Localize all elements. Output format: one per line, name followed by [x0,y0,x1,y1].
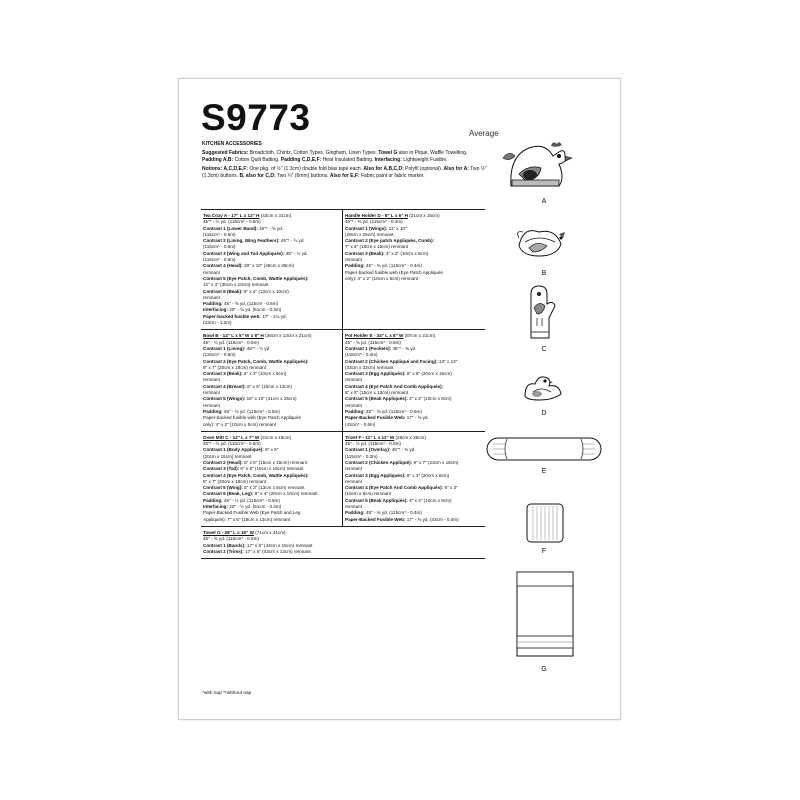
yardage-line: (115cm* - 0.5m) [203,257,236,263]
yardage-line: remnant [203,294,220,300]
yardage-line: (43cm - 1.2m) [203,320,232,326]
yardage-line: 8" x 7" (20cm x 18cm) remnant [203,364,267,370]
yardage-row [201,330,485,431]
yardage-line: 45" - ⅝ yd. (115cm* - 0.6m) [203,536,259,542]
yardage-line: (115cm* - 0.6m) [203,231,236,237]
yardage-line: Padding: 45" - ⅜ yd. (115cm* - 0.4m) [345,510,422,516]
yardage-line: Contrast 1 (Bands): 17" x 6" (43cm x 15cm) remnant [203,542,313,548]
yardage-line: Contrast 2 (Chicken Appliqué and Facing): 13" x 13" [345,358,458,364]
yardage-line: Paper-Backed Fusible Web: 17" - ⅝ yd. [345,415,429,421]
yardage-line: (28cm x 25cm) remnant [345,231,394,237]
yardage-line: Contrast 6 (Beak): 5" x 4" (13cm x 10cm) [203,288,289,294]
yardage-line: (115cm* - 0.4m) [345,352,378,358]
yardage-line: (20cm x 15cm) remnant [203,453,252,459]
yardage-line: Contrast 3 (Egg Appliqués): 8" x 6" (20cm x 15cm) [345,371,452,377]
yardage-line: Contrast 5 (Eye Patch, Comb, Wattle Appliqués): [203,275,309,281]
yardage-line: Paper-backed fusible web (Eye Patch Appliqués [203,415,301,421]
pattern-description [202,141,487,182]
yardage-line: Padding: 45" - ⅝ yd. (115cm* - 0.6m) [345,408,422,414]
view-label-c: C [541,346,547,353]
yardage-line: Contrast 1 (Lining): 45"* - ½ yd. [203,345,271,351]
yardage-line: Contrast 1 (Overlay): 45"* - ⅜ yd. [345,447,416,453]
yardage-line: 12" x 4" (30cm x 10cm) remnant [203,282,269,288]
yardage-title-metric: (36cm x 13cm x 21cm) [265,333,312,339]
yardage-line: 45" - ½ yd. (115cm* - 0.5m) [203,339,259,345]
yardage-title-metric: (71cm x 41cm) [255,529,286,535]
yardage-title-metric: (21cm x 15cm) [409,213,440,218]
yardage-line: Contrast 1 (Lower Band): 45"* - ⅝ yd. [203,225,283,231]
yardage-line: Paper-backed fusible web (Eye Patch Appliqués [345,269,443,275]
yardage-line: (115cm* - 0.6m) [203,244,236,250]
yardage-line: Contrast 3 (Egg Appliqués): 8" x 3" (20cm x 8cm) [345,472,450,478]
notions: Notions: A,C,D,E,F: One pkg. of ½" (1.3cm) double fold bias tape each. Also for A,B,C,D: Polyfil (optional). Also for A: Two ½" (1.3cm) buttons. B, also for C,D: Two ¼" (6mm) buttons. Also for E,F: Fabric paint or fabric marker. [202,166,487,179]
yardage-line: remnant [345,257,362,263]
yardage-oven-mitt [201,432,343,526]
yardage-line: Contrast 4 (Head): 20" x 10" (49cm x 25cm) [203,263,295,269]
yardage-line: remnant [345,466,362,472]
yardage-line: (33cm x 33cm) remnant [345,364,394,370]
pattern-envelope-back [178,78,621,720]
yardage-line: 6" x 5" (15cm x 13cm) remnant [345,390,409,396]
yardage-line: Paper-Backed Fusible Web: 17" - ⅜ yd. (43cm - 0.4m) [345,516,459,522]
yardage-line: remnant [203,390,220,396]
pot-holder-icon [479,434,609,464]
yardage-title-metric: (28cm x 28cm) [395,434,426,440]
yardage-line: Padding: 45" - ½ yd. (115cm* - 0.5m) [203,497,280,503]
yardage-line: 45" - ½ yd. (115cm* - 0.5m) [345,441,401,447]
hen-tea-cozy-icon [479,134,609,194]
yardage-title-text: Bowl B - 14" L x 5" W x 8" H [203,333,264,339]
yardage-line: Contrast 2 (Trims): 17" x 5" (43cm x 13cm) remnant [203,548,311,554]
view-label-e: E [541,468,547,475]
yardage-title-text: Trivet F - 11" L x 11" W [345,434,395,440]
yardage-line: Contrast 5 (Wings): 16" x 10" (41cm x 25cm) [203,396,297,402]
yardage-title-metric: (31cm x 18cm) [260,434,292,440]
yardage-line: remnant [203,269,220,275]
yardage-line: Padding: 45" - ⅝ yd. (115cm - 0.6m) [203,301,279,307]
yardage-title-metric: (43cm x 31cm) [260,213,292,218]
yardage-line: Contrast 3 (Wing and Tail Appliqués): 45" - ½ yd. [203,250,308,256]
yardage-line: Contrast 5 (Beak Appliqués): 4" x 3" (10cm x 8cm) [345,396,452,402]
yardage-line: 45"* - ⅜ yd. (115cm* - 0.4m) [345,219,403,225]
yardage-line: (115cm* - 0.5m) [203,352,236,358]
yardage-line: Contrast 2 (Head): 6" x 6" (15cm x 15cm) remnant [203,459,308,465]
yardage-line: remnant [203,402,220,408]
yardage-line: remnant [345,377,362,383]
yardage-pot-holder [343,330,485,430]
view-label-d: D [541,410,547,417]
yardage-title-text: Pot Holder E - 34" L x 8" W [345,333,404,339]
towel-icon [479,570,609,660]
yardage-line: 45"* - ½ yd. (115cm* - 0.5m) [203,441,261,447]
yardage-line: Contrast 1 (Body Appliqué): 8" x 6" [203,447,279,453]
yardage-line: Contrast 4 (Eye Patch And Comb Appliqués): [345,383,444,389]
oven-mitt-icon [479,282,609,342]
yardage-line: 45"* - ½ yd. (115cm* - 0.5m) [203,219,261,225]
yardage-line: 45" - ⅝ yd. (115cm* - 0.6m) [345,339,401,345]
yardage-line: Padding: 45" - ⅜ yd. (115cm* - 0.4m) [345,263,422,269]
yardage-trivet [343,432,485,526]
handle-holder-icon [479,366,609,406]
yardage-line: Contrast 3 (Beak): 4" x 3" (10cm x 8cm) [203,371,287,377]
yardage-line: (43cm* - 0.6m) [345,421,376,427]
yardage-line: only): 4" x 2" (10cm x 5cm) remnant [345,275,418,281]
yardage-line: Contrast 2 (Chicken Appliqué): 9" x 7" (23cm x 18cm) [345,459,459,465]
yardage-title-text: Handle Holder D - 8" L x 6" H [345,213,408,218]
nap-footnote: *with nap **without nap [202,691,252,696]
yardage-line: only): 4" x 2" (10cm x 5cm) remnant [203,421,276,427]
yardage-line: Paper-backed fusible web: 17" - 1¼ yd. [203,313,287,319]
yardage-line: Interfacing: 20" - ⅝ yd. (51cm - 0.3m) [203,307,282,313]
yardage-line: Contrast 2 (Eye Patch, Comb, Wattle Appliqués): [203,358,309,364]
yardage-line: 7" x 6" (18cm x 15cm) remnant [345,244,409,250]
view-label-f: F [541,548,547,555]
trivet-icon [479,502,609,544]
yardage-line: 8" x 7" (20cm x 18cm) remnant [203,478,267,484]
yardage-line: Contrast 4 (Eye Patch And Comb Appliqués): 6" x 3" [345,485,458,491]
yardage-row [201,432,485,527]
yardage-title-text: Towel G - 28" L x 16" W [203,529,254,535]
yardage-line: Contrast 1 (Pockets): 45"* - ⅜ yd. [345,345,417,351]
skill-level: Average [469,129,499,138]
yardage-line: (15cm x 8cm) remnant [345,491,391,497]
pattern-number: S9773 [201,97,311,138]
view-illustrations [479,134,609,714]
yardage-tea-cozy [201,210,343,329]
yardage-line: Interfacing: 20" - ½ yd. (51cm - 0.3m) [203,504,282,510]
yardage-handle-holder [343,210,485,329]
yardage-line: Contrast 5 (Wing): 5" x 3" (13cm x 8cm) remnant [203,485,305,491]
yardage-line: Contrast 1 (Wings): 11" x 10" [345,225,407,231]
suggested-fabrics: Suggested Fabrics: Broadcloth, Chintz, Cotton Types, Gingham, Linen Types. Towel G also in Pique, Waffle Towelling. Padding A,B: Cotton Quilt Batting. Padding C,D,E,F: Heat Insulated Batting. Interfacing: Lightweight Fusible. [202,150,468,163]
yardage-line: Contrast 6 (Beak, Leg): 8" x 4" (20cm x 10cm) remnant [203,491,318,497]
yardage-line: remnant [345,402,362,408]
yardage-title-text: Tea Cozy A - 17" L x 12" H [203,213,260,218]
yardage-line: Contrast 2 (Lining, Wing Feathers): 45"* - ⅞ yd. [203,238,305,244]
yardage-line: Appliqués): 7" x 5" (18cm x 13cm) remnant [203,516,291,522]
yardage-row [201,210,485,330]
yardage-towel [201,527,485,558]
view-label-a: A [541,198,547,205]
yardage-line: remnant [345,478,362,484]
yardage-line: (115cm* - 0.3m) [345,453,378,459]
yardage-bowl [201,330,343,430]
yardage-line: remnant [203,377,220,383]
yardage-line: Contrast 4 (Breast): 6" x 5" (15cm x 13cm) [203,383,293,389]
yardage-line: Contrast 3 (Beak): 4" x 3" (10cm x 8cm) [345,250,429,256]
yardage-row [201,527,485,558]
view-label-b: B [541,270,547,277]
yardage-line: Padding: 45" - ½ yd. (115cm* - 0.5m) [203,408,280,414]
yardage-line: Contrast 5 (Beak Appliqués): 4" x 3" (10cm x 8cm) [345,497,452,503]
hen-bowl-icon [479,216,609,266]
yardage-line: Contrast 4 (Eye Patch, Comb, Wattle Appliqués): [203,472,309,478]
pattern-title: KITCHEN ACCESSORIES [202,141,262,147]
yardage-line: Paper-Backed Fusible Web (Eye Patch and Leg [203,510,301,516]
yardage-title-text: Oven Mitt C - 12" L x 7" W [203,434,260,440]
yardage-table [201,209,485,559]
yardage-line: Contrast 2 (Eye patch Appliqués, Comb): [345,238,435,244]
view-label-g: G [541,666,547,673]
yardage-title-metric: (87cm x 21cm) [404,333,436,339]
yardage-line: Contrast 3 (Tail): 6" x 6" (15cm x 15cm) remnant [203,466,304,472]
yardage-line: remnant [345,504,362,510]
